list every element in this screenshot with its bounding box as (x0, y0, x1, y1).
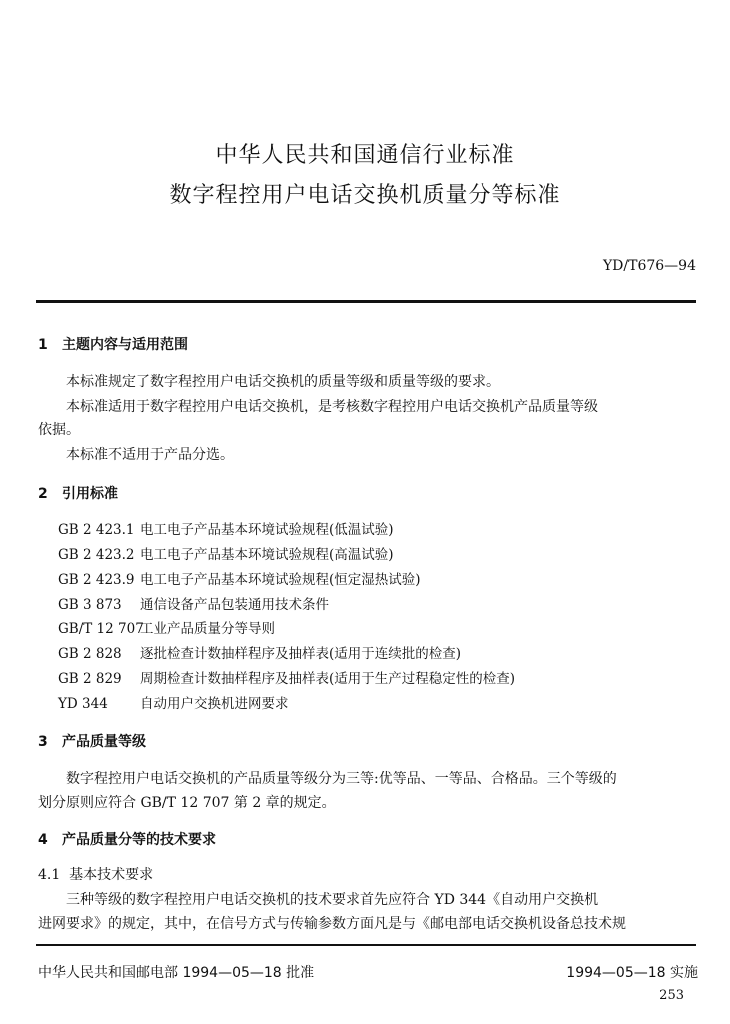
section-number: 1 (38, 337, 48, 353)
reference-title: 周期检查计数抽样程序及抽样表(适用于生产过程稳定性的检查) (140, 671, 516, 687)
subsection-title: 基本技术要求 (69, 867, 154, 883)
section-3-heading (38, 731, 146, 751)
reference-item (58, 518, 394, 538)
section-2-heading (38, 483, 118, 503)
section-4-paragraph-line-2: 进网要求》的规定，其中，在信号方式与传输参数方面凡是与《邮电部电话交换机设备总技术规 (38, 916, 626, 932)
reference-code: YD 344 (58, 696, 108, 712)
document-number: YD/T676—94 (602, 258, 696, 274)
section-3-paragraph-line-2: 划分原则应符合 GB/T 12 707 第 2 章的规定。 (38, 795, 336, 811)
reference-item (58, 568, 421, 588)
reference-title: 电工电子产品基本环境试验规程(高温试验) (140, 547, 394, 563)
document-title-line2: 数字程控用户电话交换机质量分等标准 (169, 183, 561, 208)
section-title: 产品质量等级 (62, 734, 146, 750)
reference-code: GB 2 828 (58, 646, 122, 662)
section-number: 3 (38, 734, 48, 750)
section-title: 引用标准 (62, 486, 118, 502)
section-1-heading (38, 334, 188, 354)
reference-title: 逐批检查计数抽样程序及抽样表(适用于连续批的检查) (140, 646, 462, 662)
reference-item (58, 667, 515, 687)
section-4-heading (38, 829, 216, 849)
reference-item (58, 692, 289, 712)
reference-item (58, 543, 394, 563)
reference-item (58, 642, 461, 662)
subsection-4-1-heading (38, 864, 153, 884)
section-1-paragraph-2-line-2: 依据。 (38, 422, 80, 438)
reference-code: GB 2 829 (58, 671, 122, 687)
section-title: 产品质量分等的技术要求 (62, 832, 216, 848)
reference-code: GB 2 423.2 (58, 547, 135, 563)
reference-code: GB 3 873 (58, 597, 122, 613)
reference-title: 电工电子产品基本环境试验规程(低温试验) (140, 522, 394, 538)
section-1-paragraph-1: 本标准规定了数字程控用户电话交换机的质量等级和质量等级的要求。 (66, 374, 500, 390)
section-3-paragraph-line-1: 数字程控用户电话交换机的产品质量等级分为三等:优等品、一等品、合格品。三个等级的 (66, 771, 617, 787)
document-title-line1: 中华人民共和国通信行业标准 (215, 143, 515, 168)
reference-item (58, 617, 275, 637)
reference-title: 自动用户交换机进网要求 (140, 696, 289, 712)
page-number: 253 (659, 988, 684, 1003)
reference-code: GB 2 423.9 (58, 572, 135, 588)
section-number: 4 (38, 832, 48, 848)
section-4-paragraph-line-1: 三种等级的数字程控用户电话交换机的技术要求首先应符合 YD 344《自动用户交换机 (66, 892, 599, 908)
section-title: 主题内容与适用范围 (62, 337, 188, 353)
section-1-paragraph-3: 本标准不适用于产品分选。 (66, 447, 234, 463)
reference-code: GB 2 423.1 (58, 522, 135, 538)
header-divider (36, 300, 696, 303)
section-1-paragraph-2-line-1: 本标准适用于数字程控用户电话交换机，是考核数字程控用户电话交换机产品质量等级 (66, 399, 598, 415)
implementation-date: 1994—05—18 实施 (566, 965, 698, 981)
subsection-number: 4.1 (38, 867, 61, 883)
reference-code: GB/T 12 707 (58, 621, 144, 637)
reference-title: 电工电子产品基本环境试验规程(恒定湿热试验) (140, 572, 421, 588)
approval-note: 中华人民共和国邮电部 1994—05—18 批准 (38, 965, 315, 981)
section-number: 2 (38, 486, 48, 502)
reference-title: 工业产品质量分等导则 (140, 621, 275, 637)
reference-title: 通信设备产品包装通用技术条件 (140, 597, 329, 613)
reference-item (58, 593, 329, 613)
footer-divider (36, 944, 696, 946)
